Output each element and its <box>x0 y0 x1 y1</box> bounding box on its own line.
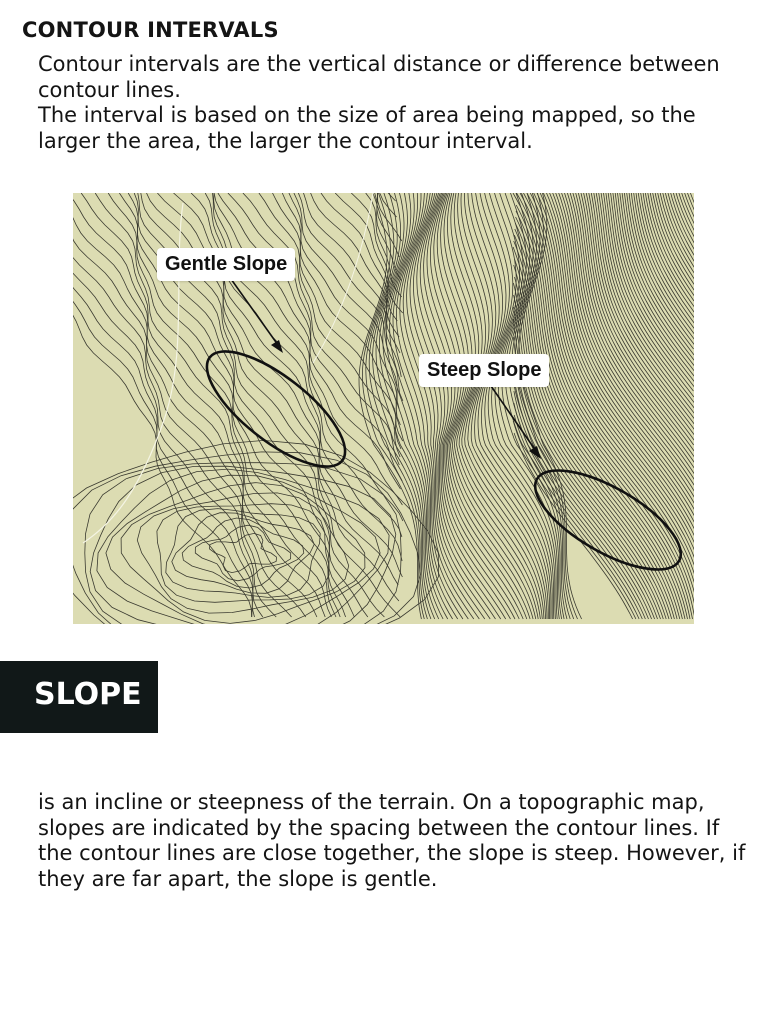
section-heading-contour-intervals: CONTOUR INTERVALS <box>22 18 279 42</box>
steep-slope-label: Steep Slope <box>419 354 549 387</box>
intro-paragraph-2: The interval is based on the size of area being mapped, so the larger the area, the larger the contour interval. <box>38 103 696 153</box>
intro-paragraph-1: Contour intervals are the vertical distance or difference between contour lines. <box>38 52 720 102</box>
slope-title-banner <box>0 661 158 733</box>
slope-title: SLOPE <box>34 677 142 712</box>
slope-description: is an incline or steepness of the terrain. On a topographic map, slopes are indicated by the spacing between the contour lines. If the contour lines are close together, the slope is steep. However, if they are far apart, the slope is gentle. <box>38 790 746 891</box>
gentle-slope-label: Gentle Slope <box>157 248 295 281</box>
